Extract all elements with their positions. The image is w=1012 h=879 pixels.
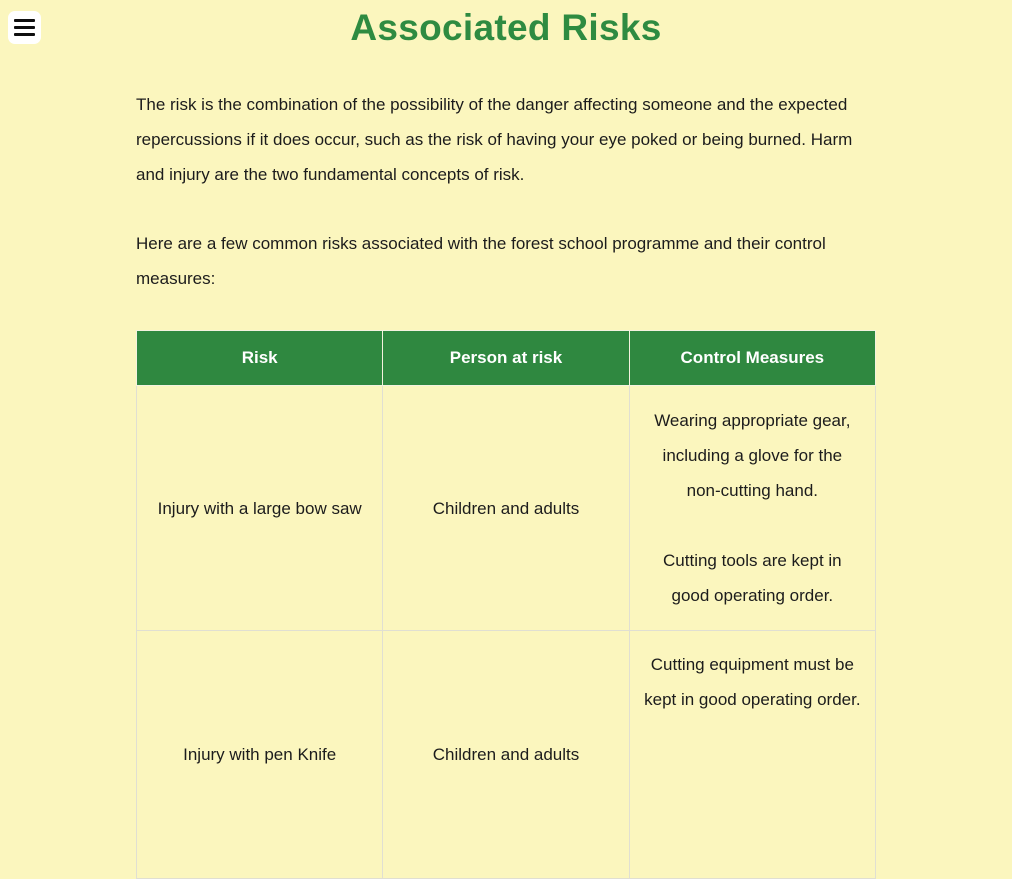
menu-button[interactable] bbox=[8, 11, 41, 44]
cell-person-at-risk: Children and adults bbox=[383, 386, 629, 631]
intro-section bbox=[136, 87, 876, 296]
control-measure-paragraph: Cutting tools are kept in good operating order. bbox=[663, 551, 842, 605]
column-header-control-measures: Control Measures bbox=[629, 331, 875, 386]
table-header-row bbox=[137, 331, 876, 386]
table-row bbox=[137, 386, 876, 631]
page-content bbox=[136, 5, 876, 879]
cell-risk: Injury with a large bow saw bbox=[137, 386, 383, 631]
cell-control-measures bbox=[629, 631, 875, 879]
table-row bbox=[137, 631, 876, 879]
column-header-person-at-risk: Person at risk bbox=[383, 331, 629, 386]
column-header-risk: Risk bbox=[137, 331, 383, 386]
control-measure-paragraph: Wearing appropriate gear, including a glove for the non-cutting hand. bbox=[654, 411, 851, 500]
cell-risk: Injury with pen Knife bbox=[137, 631, 383, 879]
page-title: Associated Risks bbox=[350, 7, 662, 48]
cell-person-at-risk: Children and adults bbox=[383, 631, 629, 879]
control-measure-paragraph: Cutting equipment must be kept in good operating order. bbox=[644, 655, 861, 709]
intro-paragraph-1: The risk is the combination of the possibility of the danger affecting someone and the expected repercussions if it does occur, such as the risk of having your eye poked or being burned. Harm and injury are the two fundamental concepts of risk. bbox=[136, 95, 853, 184]
intro-paragraph-2: Here are a few common risks associated with the forest school programme and their control measures: bbox=[136, 234, 826, 288]
cell-control-measures bbox=[629, 386, 875, 631]
risks-table bbox=[136, 330, 876, 879]
